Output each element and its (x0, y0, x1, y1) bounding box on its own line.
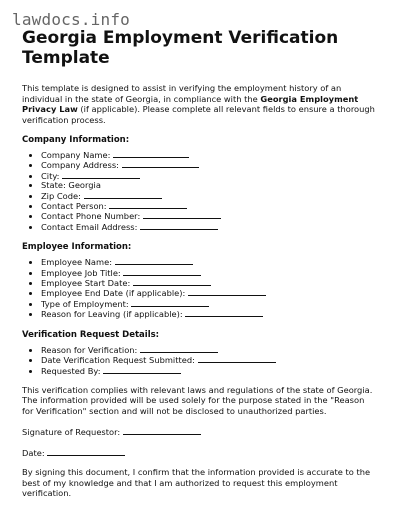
field-label: Date Verification Request Submitted: (41, 355, 198, 366)
employee-end-date-field (41, 288, 378, 298)
blank-line (62, 171, 140, 179)
request-field-list (22, 345, 378, 376)
state-field (41, 181, 378, 190)
contact-person-field (41, 201, 378, 211)
request-submitted-date-field (41, 355, 378, 365)
blank-line (140, 222, 218, 230)
field-label: Employee Job Title: (41, 267, 124, 278)
blank-line (131, 299, 209, 307)
closing-paragraph: By signing this document, I confirm that the information provided is accurate to the best of my knowledge and that I am authorized to request this employment verification. (22, 467, 371, 499)
request-section-heading: Verification Request Details: (22, 329, 160, 340)
blank-line (47, 448, 125, 456)
company-field-list (22, 150, 378, 232)
blank-line (123, 268, 201, 276)
field-label: Zip Code: (41, 190, 84, 201)
blank-line (122, 160, 199, 168)
signature-line (22, 427, 378, 437)
document-title: Georgia Employment Verification Template (22, 28, 339, 68)
date-line (22, 448, 378, 458)
blank-line (123, 427, 201, 435)
field-label: Company Address: (41, 160, 122, 171)
company-section-heading: Company Information: (22, 135, 130, 145)
blank-line (198, 355, 276, 363)
field-label: Reason for Leaving (if applicable): (41, 309, 186, 320)
employee-section-heading: Employee Information: (22, 242, 132, 253)
employee-job-title-field (41, 268, 378, 278)
contact-phone-field (41, 211, 378, 221)
blank-line (185, 309, 263, 317)
zip-code-field (41, 191, 378, 201)
blank-line (133, 278, 211, 286)
field-label: Company Name: (41, 150, 114, 160)
blank-line (113, 150, 189, 158)
blank-line (115, 257, 193, 265)
intro-text-1: This template is designed to assist in verifying the employment history of an individual in the state of Georgia, in compliance with the (22, 83, 342, 104)
employee-start-date-field (41, 278, 378, 288)
field-label: Requested By: (41, 365, 104, 376)
site-watermark: lawdocs.info (12, 10, 130, 29)
field-label: Reason for Verification: (41, 344, 140, 355)
field-label: Employee Start Date: (41, 278, 133, 289)
employee-field-list (22, 257, 378, 319)
compliance-paragraph: This verification complies with relevant laws and regulations of the state of Georgia. The information provided will be used solely for the purpose stated in the "Reason for Verification" section and will not be disclosed to unauthorized parties. (22, 384, 373, 416)
date-label: Date: (22, 448, 48, 459)
contact-email-field (41, 222, 378, 232)
intro-law-name: Georgia Employment Privacy Law (22, 93, 359, 114)
requested-by-field (41, 366, 378, 376)
field-label: State: Georgia (41, 180, 101, 191)
field-label: Employee End Date (if applicable): (41, 288, 188, 299)
company-name-field (41, 150, 378, 160)
employment-type-field (41, 299, 378, 309)
intro-text-2: (if applicable). Please complete all relevant fields to ensure a thorough verification process. (22, 104, 375, 125)
field-label: Employee Name: (41, 257, 115, 268)
field-label: City: (41, 170, 63, 181)
field-label: Type of Employment: (41, 298, 132, 309)
field-label: Contact Person: (41, 201, 110, 212)
blank-line (188, 288, 266, 296)
signature-label: Signature of Requestor: (22, 427, 123, 438)
field-label: Contact Email Address: (41, 221, 141, 232)
intro-paragraph (22, 83, 378, 125)
field-label: Contact Phone Number: (41, 211, 143, 222)
reason-for-leaving-field (41, 309, 378, 319)
reason-for-verification-field (41, 345, 378, 355)
blank-line (109, 201, 187, 209)
blank-line (84, 191, 162, 199)
document-content (22, 28, 378, 499)
blank-line (140, 345, 218, 353)
employee-name-field (41, 257, 378, 267)
blank-line (103, 366, 181, 374)
blank-line (143, 211, 221, 219)
company-address-field (41, 160, 378, 170)
